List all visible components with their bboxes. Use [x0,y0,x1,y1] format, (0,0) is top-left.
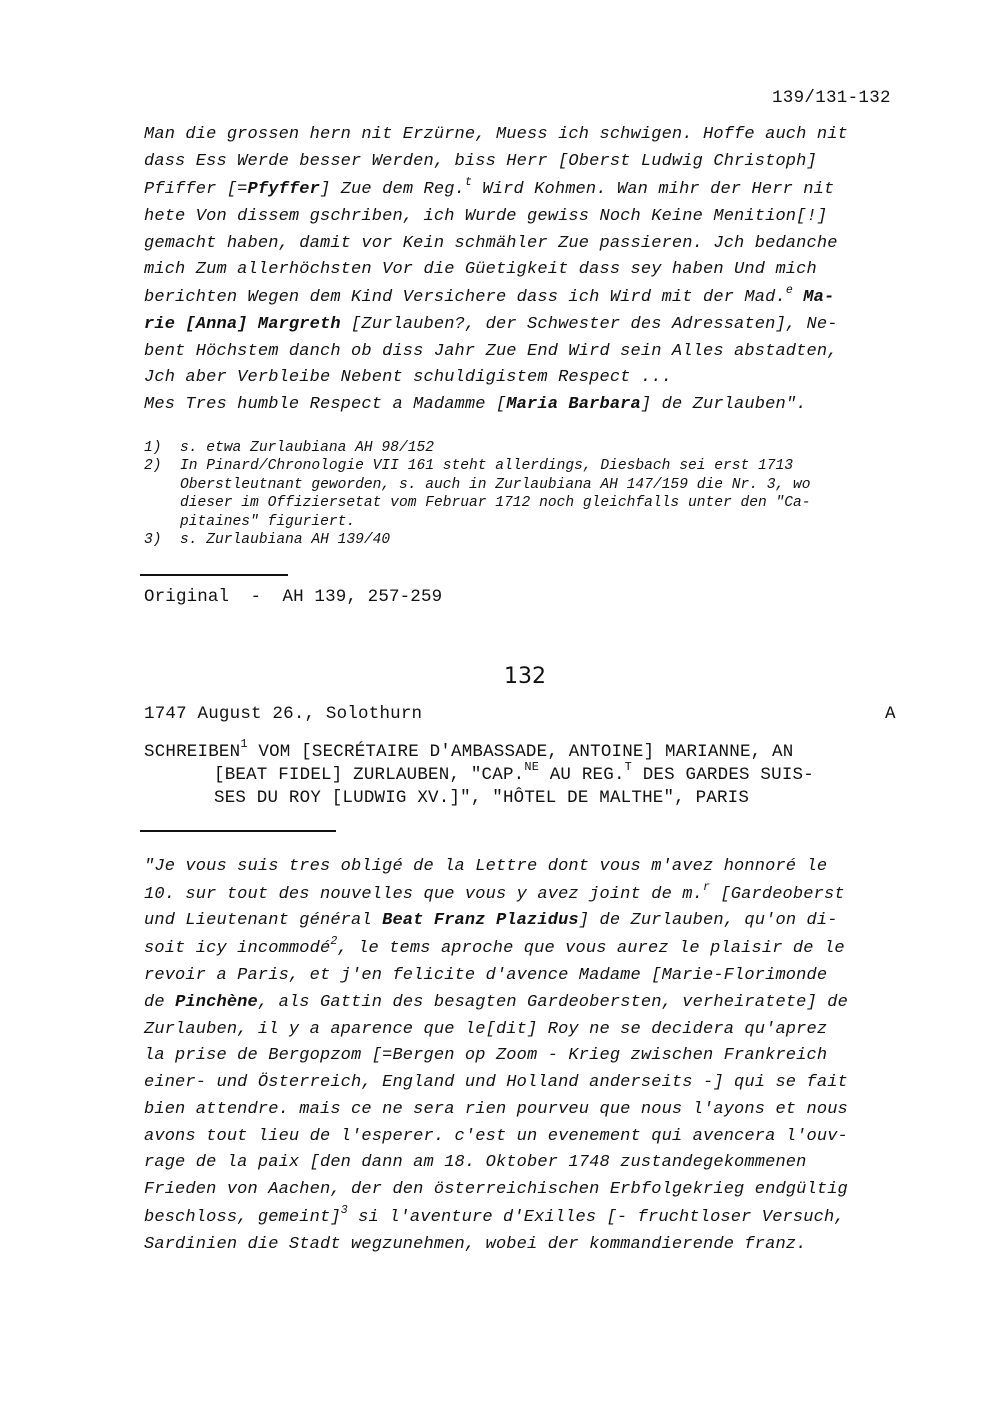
bold-name: Beat Franz Plazidus [382,911,579,930]
prev-letter-line: berichten Wegen dem Kind Versichere dass ich Wird mit der Mad.$^e$ Ma- [144,283,835,307]
letter-line: einer- und Österreich, England und Holland anderseits -] qui se fait [144,1073,848,1092]
letter-line: Sardinien die Stadt wegzunehmen, wobei der kommandierende franz. [144,1235,807,1254]
document-number: 132 [504,664,546,689]
prev-letter-line: gemacht haben, damit vor Kein schmähler Zue passieren. Jch bedanche [144,234,838,253]
letter-line: soit icy incommodé$^2$, le tems aproche que vous aurez le plaisir de le [144,934,845,958]
superscript: e [785,283,793,297]
bold-name: Maria Barbara [506,395,641,414]
footnote-text: Oberstleutnant geworden, s. auch in Zurlaubiana AH 147/159 die Nr. 3, wo [180,477,811,493]
superscript: NE [524,760,540,775]
footnote-text: s. etwa Zurlaubiana AH 98/152 [180,440,434,456]
title-line: [BEAT FIDEL] ZURLAUBEN, "CAP.$^{NE}$ AU REG.$^T$ DES GARDES SUIS- [214,760,814,785]
superscript: t [464,175,473,189]
date-place: 1747 August 26., Solothurn [144,704,423,724]
letter-line: und Lieutenant général Beat Franz Plazidus] de Zurlauben, qu'on di- [144,911,838,930]
prev-letter-line: Mes Tres humble Respect a Madamme [Maria Barbara] de Zurlauben". [144,395,807,414]
footnote-text: pitaines" figuriert. [180,514,356,530]
superscript: 2 [330,934,338,948]
prev-letter-line: hete Von dissem gschriben, ich Wurde gewiss Noch Keine Menition[!] [144,207,828,226]
original-reference: Original - AH 139, 257-259 [144,587,443,607]
separator-rule [140,574,288,576]
category-letter: A [885,704,896,724]
prev-letter-line: rie [Anna] Margreth [Zurlauben?, der Schwester des Adressaten], Ne- [144,315,838,334]
superscript: 1 [240,737,248,752]
bold-name: Pfyffer [247,180,320,199]
footnote-number: 2) [144,458,162,474]
letter-line: revoir a Paris, et j'en felicite d'avence Madame [Marie-Florimonde [144,966,828,985]
letter-line: Frieden von Aachen, der den österreichischen Erbfolgekrieg endgültig [144,1180,848,1199]
letter-line: avons tout lieu de l'esperer. c'est un evenement qui avencera l'ouv- [144,1127,848,1146]
letter-line: la prise de Bergopzom [=Bergen op Zoom - Krieg zwischen Frankreich [144,1046,828,1065]
superscript: T [624,760,632,775]
prev-letter-line: bent Höchstem danch ob diss Jahr Zue End Wird sein Alles abstadten, [144,342,838,361]
title-line: SCHREIBEN$^1$ VOM [SECRÉTAIRE D'AMBASSADE, ANTOINE] MARIANNE, AN [144,737,794,762]
footnote-text: s. Zurlaubiana AH 139/40 [180,532,391,548]
footnote-number: 1) [144,440,162,456]
title-line: SES DU ROY [LUDWIG XV.]", "HÔTEL DE MALTHE", PARIS [214,788,750,808]
separator-rule [140,830,336,832]
prev-letter-line: Pfiffer [=Pfyffer] Zue dem Reg.$^t$ Wird Kohmen. Wan mihr der Herr nit [144,175,835,199]
prev-letter-line: dass Ess Werde besser Werden, biss Herr [Oberst Ludwig Christoph] [144,152,817,171]
footnote-number: 3) [144,532,162,548]
letter-line: de Pinchène, als Gattin des besagten Gardeobersten, verheiratete] de [144,993,848,1012]
prev-letter-line: Jch aber Verbleibe Nebent schuldigistem Respect ... [144,368,672,387]
bold-name: Ma- [803,288,835,307]
letter-line: beschloss, gemeint]$^3$ si l'aventure d'Exilles [- fruchtloser Versuch, [144,1203,845,1227]
bold-name: Pinchène [175,993,258,1012]
letter-line: bien attendre. mais ce ne sera rien pourveu que nous l'ayons et nous [144,1100,848,1119]
letter-line: Zurlauben, il y a aparence que le[dit] Roy ne se decidera qu'aprez [144,1020,828,1039]
page-number: 139/131-132 [772,88,891,108]
superscript: 3 [340,1203,348,1217]
superscript: r [703,880,711,894]
letter-line: "Je vous suis tres obligé de la Lettre dont vous m'avez honnoré le [144,857,828,876]
letter-line: rage de la paix [den dann am 18. Oktober 1748 zustandegekommenen [144,1153,807,1172]
footnote-text: dieser im Offiziersetat vom Februar 1712 noch gleichfalls unter den "Ca- [180,495,811,511]
letter-line: 10. sur tout des nouvelles que vous y avez joint de m.$^r$ [Gardeoberst [144,880,845,904]
prev-letter-line: mich Zum allerhöchsten Vor die Güetigkeit dass sey haben Und mich [144,260,817,279]
footnote-text: In Pinard/Chronologie VII 161 steht allerdings, Diesbach sei erst 1713 [180,458,794,474]
prev-letter-line: Man die grossen hern nit Erzürne, Muess ich schwigen. Hoffe auch nit [144,125,848,144]
bold-name: rie [Anna] Margreth [144,315,341,334]
